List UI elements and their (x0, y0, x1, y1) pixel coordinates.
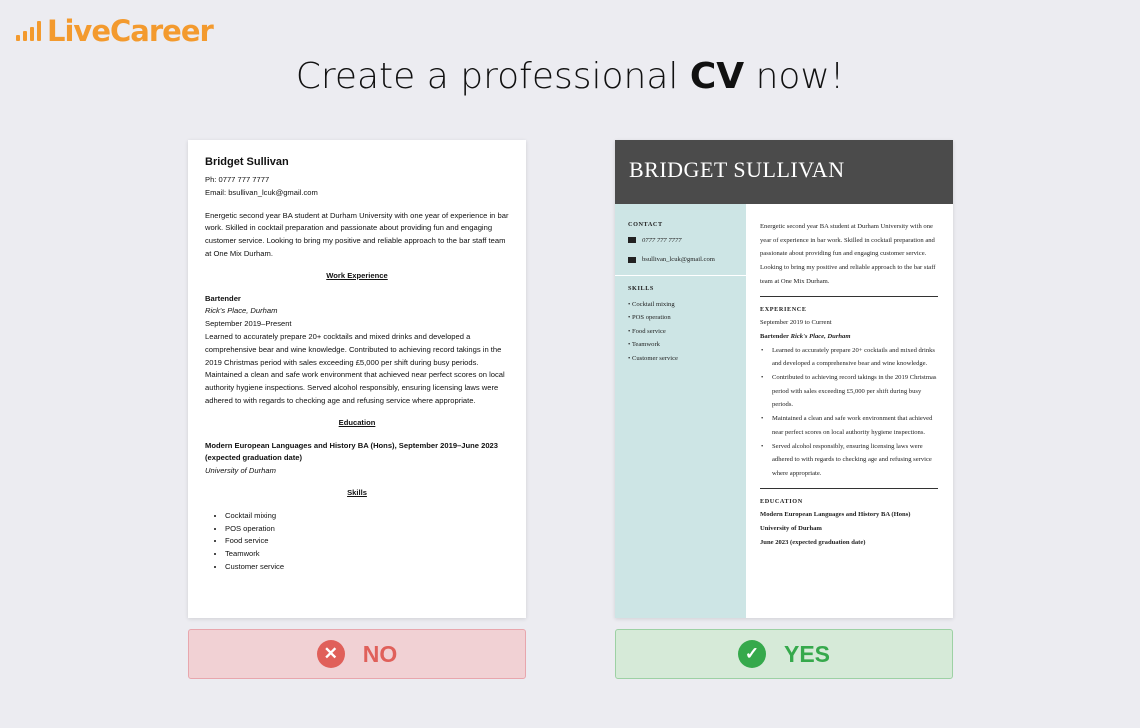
list-item: • Contributed to achieving record takings in the 2019 Christmas period with sales exceeding £5,000 per shift during busy periods. (767, 371, 938, 412)
cv-education-heading: Education (338, 417, 376, 427)
cv-dates: September 2019 to Current (760, 319, 832, 327)
plain-cv-example (188, 140, 526, 618)
skills-heading: SKILLS (628, 285, 654, 292)
cv-banner-name: BRIDGET SULLIVAN (615, 140, 953, 204)
close-icon: ✕ (317, 640, 345, 668)
cv-sidebar (615, 204, 746, 618)
cv-university: University of Durham (760, 525, 822, 533)
list-item: • Teamwork (225, 548, 509, 561)
cv-university: University of Durham (205, 466, 276, 476)
cv-job-title: Bartender (760, 332, 789, 340)
cv-employer: Rick’s Place, Durham (205, 306, 278, 316)
list-item: • POS operation (225, 523, 509, 536)
cv-employer: Rick's Place, Durham (790, 332, 851, 340)
phone-icon (628, 237, 636, 243)
headline-pre: Create a professional (295, 56, 690, 97)
livecareer-logo[interactable] (16, 14, 213, 48)
cv-skills-heading: Skills (347, 487, 367, 497)
cv-phone: Ph: 0777 777 7777 (205, 175, 270, 184)
cv-degree: Modern European Languages and History BA (Hons), September 2019–June 2023 (expected graduation date) (205, 440, 498, 463)
page-headline (0, 56, 1140, 97)
cv-main-column (760, 220, 938, 549)
list-item: • Maintained a clean and safe work environment that achieved near perfect scores on local authority hygiene inspections. (767, 412, 938, 439)
check-icon: ✓ (738, 640, 766, 668)
headline-bold: CV (689, 56, 745, 97)
cv-degree: Modern European Languages and History BA (Hons) (760, 511, 911, 519)
headline-post: now! (744, 56, 845, 97)
cv-summary: Energetic second year BA student at Durham University with one year of experience in bar work. Skilled in cocktail preparation and passionate about providing fun and engaging customer service. Looking to bring my positive and reliable approach to the bar staff team at One Mix Durham. (205, 210, 509, 258)
list-item: • Cocktail mixing (225, 510, 509, 523)
cv-work-heading: Work Experience (326, 270, 388, 280)
designed-cv-example (615, 140, 953, 618)
cv-grad: June 2023 (expected graduation date) (760, 538, 866, 546)
cv-job-title: Bartender (205, 293, 241, 303)
cv-name: Bridget Sullivan (205, 156, 289, 168)
contact-heading: CONTACT (628, 221, 663, 228)
yes-verdict-badge (615, 629, 953, 679)
list-item: • Teamwork (628, 338, 746, 352)
email-icon (628, 257, 636, 263)
logo-text: LiveCareer (47, 14, 213, 48)
list-item: • Food service (628, 325, 746, 339)
cv-skills-list (205, 510, 509, 574)
list-item: • Food service (225, 535, 509, 548)
list-item: • Customer service (628, 352, 746, 366)
no-verdict-badge (188, 629, 526, 679)
list-item: • POS operation (628, 311, 746, 325)
contact-phone: 0777 777 7777 (642, 236, 682, 244)
list-item: • Served alcohol responsibly, ensuring licensing laws were adhered to with regards to checking age and refusing service where appropriate. (767, 440, 938, 481)
cv-dates: September 2019–Present (205, 319, 292, 329)
logo-bars-icon (16, 21, 41, 41)
experience-heading: EXPERIENCE (760, 305, 807, 313)
education-heading: EDUCATION (760, 497, 803, 505)
contact-email: bsullivan_lcuk@gmail.com (642, 256, 715, 263)
list-item: • Learned to accurately prepare 20+ cocktails and mixed drinks and developed a comprehensive bear and wine knowledge. (767, 344, 938, 371)
yes-label: YES (783, 640, 831, 667)
list-item: • Customer service (225, 561, 509, 574)
no-label: NO (362, 640, 398, 667)
cv-email: Email: bsullivan_lcuk@gmail.com (205, 187, 318, 197)
list-item: • Cocktail mixing (628, 298, 746, 312)
cv-summary: Energetic second year BA student at Durham University with one year of experience in bar work. Skilled in cocktail preparation and passionate about providing fun and engaging customer service. Looking to bring my positive and reliable approach to the bar staff team at One Mix Durham. (760, 223, 936, 285)
cv-job-desc: Learned to accurately prepare 20+ cocktails and mixed drinks and developed a comprehensive bear and wine knowledge. Contributed to achieving record takings in the 2019 Christmas period with sales exceeding £5,000 per shift during busy periods. Maintained a clean and safe work environment that achieved near perfect scores on local authority hygiene inspections. Served alcohol responsibly, ensuring licensing laws were adhered to with regards to checking age and refusing service where appropriate. (205, 331, 505, 405)
